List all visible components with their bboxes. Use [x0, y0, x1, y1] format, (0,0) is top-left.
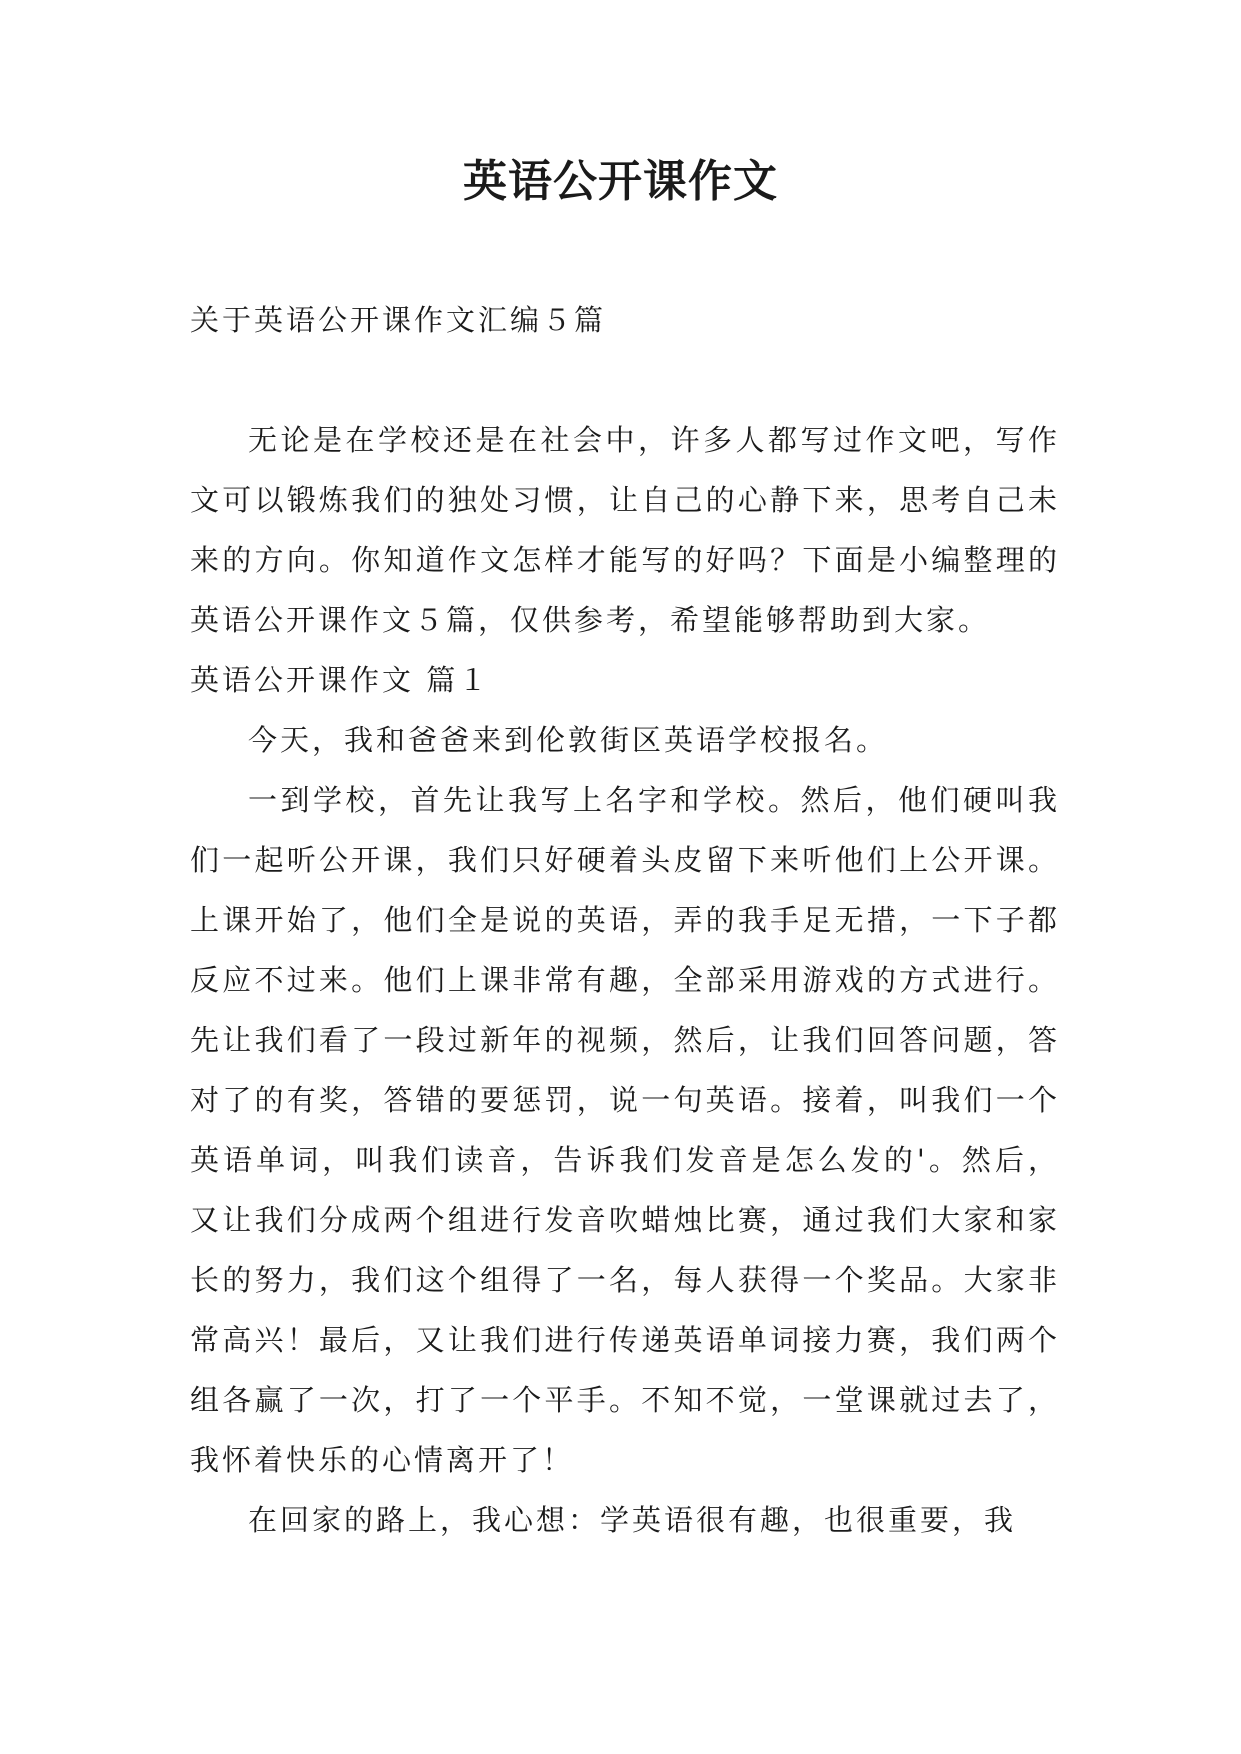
body-paragraph: 今天，我和爸爸来到伦敦街区英语学校报名。	[248, 723, 889, 757]
body-paragraph: 一到学校，首先让我写上名字和学校。然后，他们硬叫我们一起听公开课，我们只好硬着头皮留下来听他们上公开课。上课开始了，他们全是说的英语，弄的我手足无措，一下子都反应不过来。他们上课非常有趣，全部采用游戏的方式进行。先让我们看了一段过新年的视频，然后，让我们回答问题，答对了的有奖，答错的要惩罚，说一句英语。接着，叫我们一个英语单词，叫我们读音，告诉我们发音是怎么发的'。然后，又让我们分成两个组进行发音吹蜡烛比赛，通过我们大家和家长的努力，我们这个组得了一名，每人获得一个奖品。大家非常高兴！最后，又让我们进行传递英语单词接力赛，我们两个组各赢了一次，打了一个平手。不知不觉，一堂课就过去了，我怀着快乐的心情离开了！	[190, 783, 1060, 1477]
document-body	[190, 290, 1060, 1550]
section-heading: 英语公开课作文 篇１	[190, 663, 491, 697]
body-paragraph: 在回家的路上，我心想：学英语很有趣，也很重要，我	[248, 1503, 1017, 1537]
document-title: 英语公开课作文	[463, 156, 778, 207]
blank-line	[190, 350, 1060, 410]
intro-paragraph: 无论是在学校还是在社会中，许多人都写过作文吧，写作文可以锻炼我们的独处习惯，让自己的心静下来，思考自己未来的方向。你知道作文怎样才能写的好吗？下面是小编整理的英语公开课作文５篇，仅供参考，希望能够帮助到大家。	[190, 423, 1060, 637]
document-subtitle: 关于英语公开课作文汇编５篇	[190, 303, 607, 337]
